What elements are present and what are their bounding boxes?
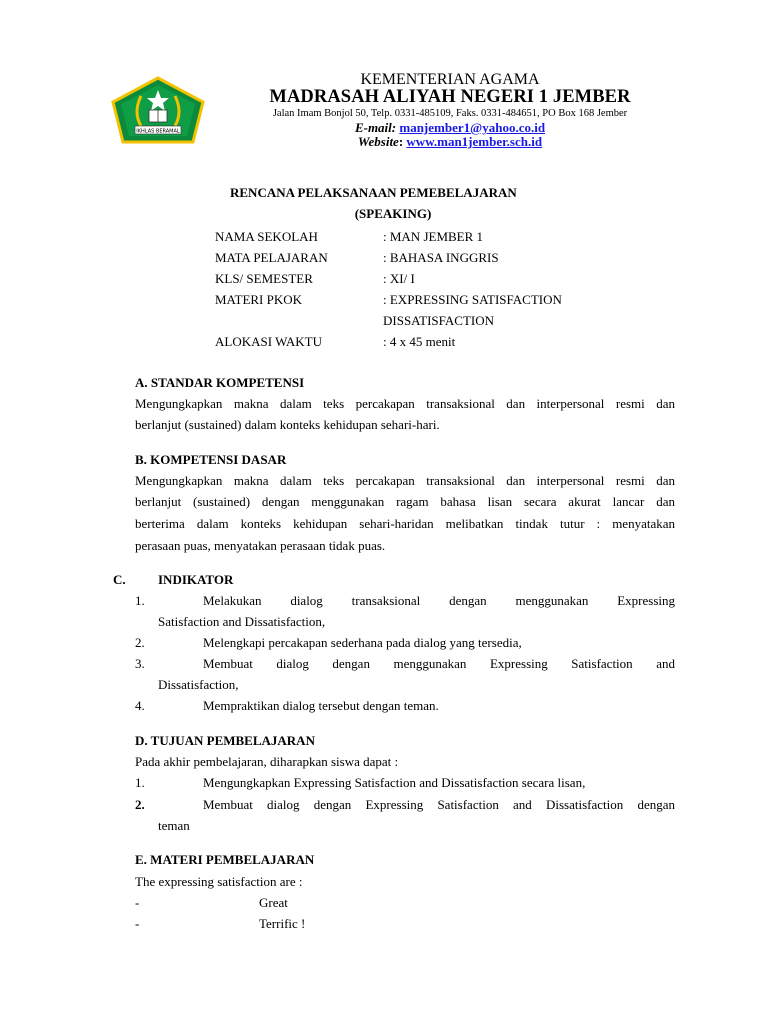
school-address: Jalan Imam Bonjol 50, Telp. 0331-485109, Faks. 0331-484651, PO Box 168 Jember: [272, 108, 628, 119]
email-label: E-mail:: [354, 120, 397, 135]
indicator-3-cont: Dissatisfaction,: [158, 677, 239, 692]
info-value-subject: : BAHASA INGGRIS: [383, 250, 499, 265]
info-label-material: MATERI PKOK: [215, 292, 303, 307]
section-e-intro: The expressing satisfaction are :: [135, 874, 303, 889]
ministry-name: KEMENTERIAN AGAMA: [360, 71, 540, 88]
objective-2-cont: teman: [158, 818, 190, 833]
document-subtitle: (SPEAKING): [354, 206, 432, 221]
indicator-1-num: 1.: [135, 593, 145, 608]
website-line: [230, 134, 670, 150]
section-e-heading: E. MATERI PEMBELAJARAN: [135, 852, 315, 867]
indicator-3-num: 3.: [135, 656, 145, 671]
logo-banner-text: IKHLAS BERAMAL: [136, 128, 180, 135]
objective-1-num: 1.: [135, 775, 145, 790]
section-d-intro: Pada akhir pembelajaran, diharapkan siswa dapat :: [135, 754, 399, 769]
section-a-heading: A. STANDAR KOMPETENSI: [135, 375, 305, 390]
material-2-text: Terrific !: [259, 916, 306, 931]
indicator-4-text: Mempraktikan dialog tersebut dengan teman.: [203, 698, 439, 713]
section-a-line-1: Mengungkapkan makna dalam teks percakapan transaksional dan interpersonal resmi dan: [135, 396, 675, 411]
document-title: RENCANA PELAKSANAAN PEMEBELAJARAN: [230, 185, 517, 200]
indicator-2-text: Melengkapi percakapan sederhana pada dialog yang tersedia,: [203, 635, 522, 650]
info-label-class: KLS/ SEMESTER: [215, 271, 313, 286]
madrasah-logo: [111, 76, 205, 144]
material-2-bullet: -: [135, 916, 140, 931]
material-1-bullet: -: [135, 895, 140, 910]
info-value-time: : 4 x 45 menit: [383, 334, 456, 349]
website-link[interactable]: www.man1jember.sch.id: [406, 134, 543, 149]
objective-2-num: 2.: [135, 797, 145, 812]
section-b-line-3: berterima dalam konteks kehidupan sehari-haridan melibatkan tindak tutur : menyatakan: [135, 516, 675, 531]
indicator-1-cont: Satisfaction and Dissatisfaction,: [158, 614, 326, 629]
website-colon: :: [398, 134, 404, 149]
section-a-line-2: berlanjut (sustained) dalam konteks kehidupan sehari-hari.: [135, 417, 440, 432]
section-d-heading: D. TUJUAN PEMBELAJARAN: [135, 733, 315, 748]
section-b-line-4: perasaan puas, menyatakan perasaan tidak puas.: [135, 538, 386, 553]
indicator-1-text: Melakukan dialog transaksional dengan menggunakan Expressing: [203, 593, 675, 608]
indicator-4-num: 4.: [135, 698, 145, 713]
kemenag-emblem-icon: [111, 76, 205, 144]
material-1-text: Great: [259, 895, 288, 910]
info-label-time: ALOKASI WAKTU: [215, 334, 323, 349]
objective-2-text: Membuat dialog dengan Expressing Satisfaction and Dissatisfaction dengan: [203, 797, 675, 812]
indicator-3-text: Membuat dialog dengan menggunakan Expressing Satisfaction and: [203, 656, 675, 671]
indicator-2-num: 2.: [135, 635, 145, 650]
section-b-line-1: Mengungkapkan makna dalam teks percakapan transaksional dan interpersonal resmi dan: [135, 473, 675, 488]
section-b-heading: B. KOMPETENSI DASAR: [135, 452, 287, 467]
info-value-material-cont: DISSATISFACTION: [383, 313, 494, 328]
section-c-heading: INDIKATOR: [158, 572, 234, 587]
info-label-school: NAMA SEKOLAH: [215, 229, 318, 244]
website-label: Website: [357, 134, 399, 149]
objective-1-text: Mengungkapkan Expressing Satisfaction and Dissatisfaction secara lisan,: [203, 775, 586, 790]
info-value-class: : XI/ I: [383, 271, 415, 286]
madrasah-name: MADRASAH ALIYAH NEGERI 1 JEMBER: [269, 87, 631, 107]
section-b-line-2: berlanjut (sustained) dengan menggunakan ragam bahasa lisan secara akurat lancar dan: [135, 494, 675, 509]
info-value-material: : EXPRESSING SATISFACTION: [383, 292, 562, 307]
section-c-letter: C.: [113, 572, 126, 587]
info-label-subject: MATA PELAJARAN: [215, 250, 328, 265]
info-value-school: : MAN JEMBER 1: [383, 229, 484, 244]
email-link[interactable]: manjember1@yahoo.co.id: [399, 120, 546, 135]
